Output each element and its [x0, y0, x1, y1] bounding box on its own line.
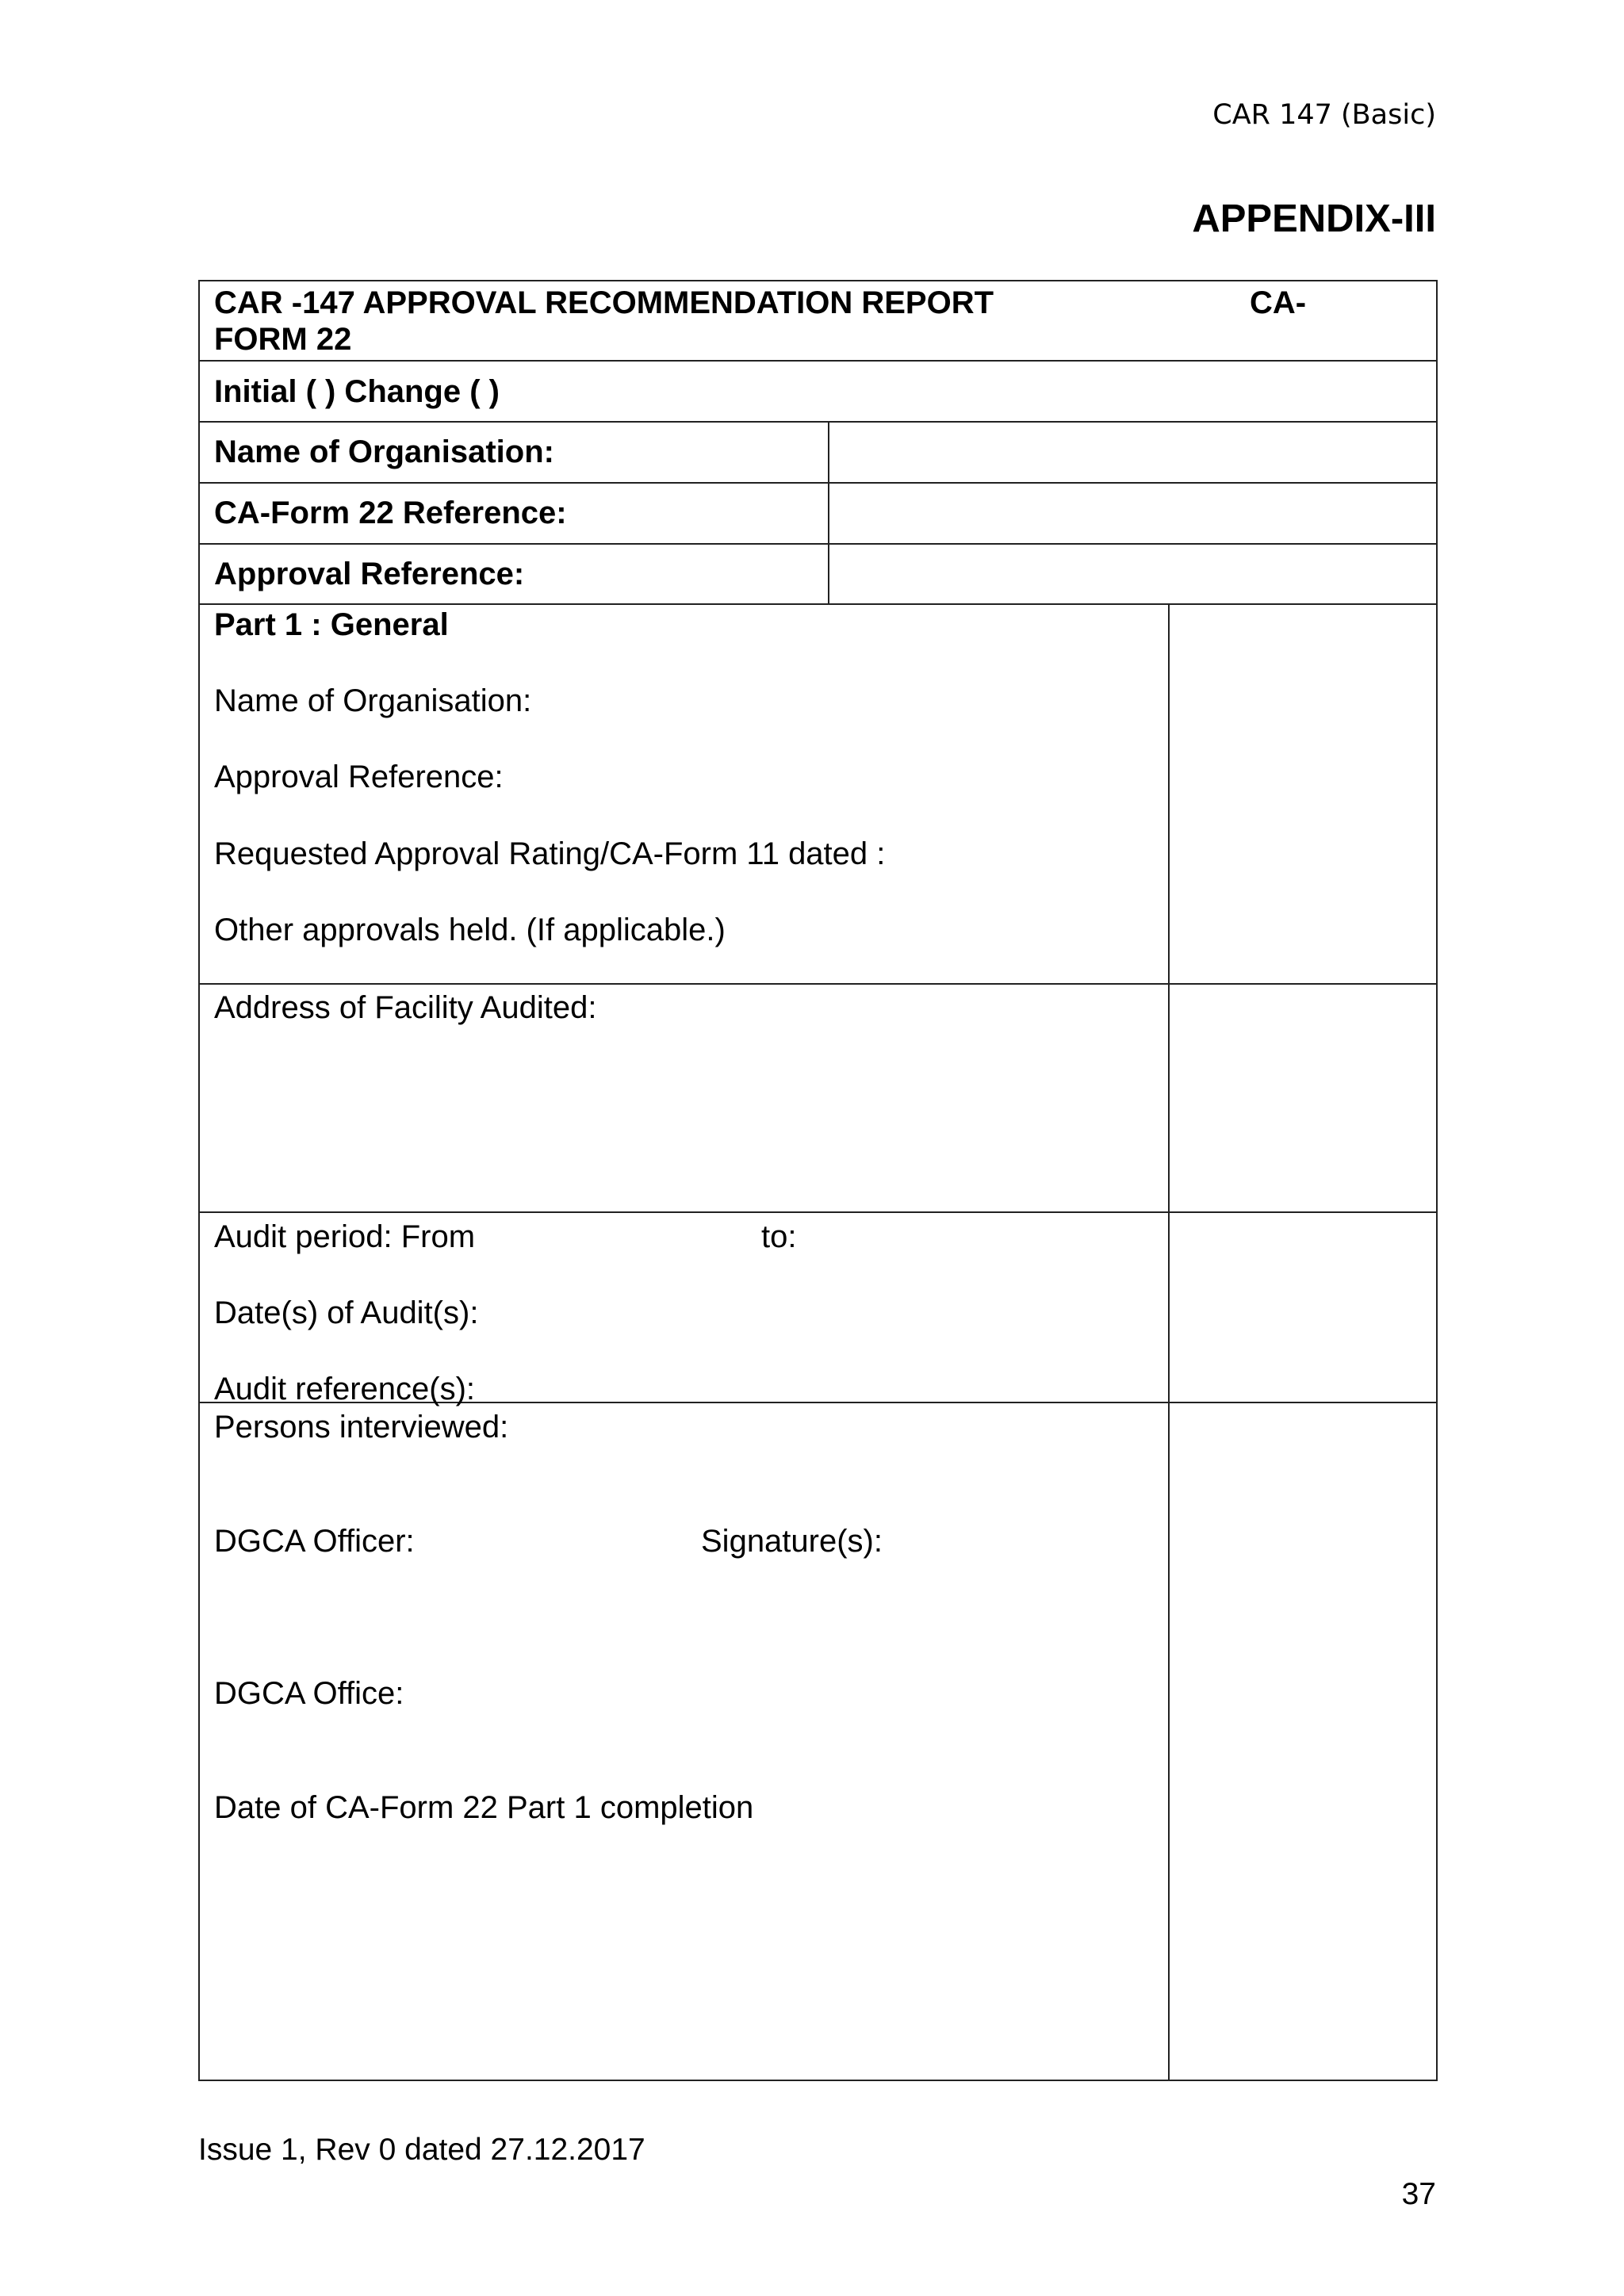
row-divider: [198, 482, 1438, 484]
table-border-bottom: [198, 2080, 1438, 2081]
dgca-office-label: DGCA Office:: [214, 1676, 404, 1711]
form-title-suffix: CA-: [1250, 285, 1307, 320]
part1-other-approvals: Other approvals held. (If applicable.): [214, 913, 726, 947]
form-title: CAR -147 APPROVAL RECOMMENDATION REPORT: [214, 285, 994, 320]
part1-completion-date-label: Date of CA-Form 22 Part 1 completion: [214, 1790, 754, 1825]
org-name-label: Name of Organisation:: [214, 434, 554, 469]
dgca-officer-label: DGCA Officer:: [214, 1524, 415, 1559]
row-divider: [198, 360, 1438, 362]
row-divider: [198, 983, 1438, 985]
row-divider: [198, 1211, 1438, 1213]
approval-reference-label: Approval Reference:: [214, 557, 525, 591]
column-divider: [1168, 603, 1170, 2080]
part1-requested-rating: Requested Approval Rating/CA-Form 11 dated :: [214, 836, 886, 871]
row-divider: [198, 543, 1438, 545]
audit-dates-label: Date(s) of Audit(s):: [214, 1295, 479, 1330]
row-divider: [198, 603, 1438, 605]
issue-revision: Issue 1, Rev 0 dated 27.12.2017: [198, 2133, 645, 2167]
document-id: CAR 147 (Basic): [1212, 99, 1436, 131]
org-name-value[interactable]: [845, 433, 1416, 473]
table-border-top: [198, 280, 1438, 281]
initial-change-field[interactable]: Initial ( ) Change ( ): [214, 374, 500, 409]
facility-address-label: Address of Facility Audited:: [214, 990, 597, 1025]
audit-period-to-label: to:: [761, 1219, 797, 1254]
form-number: FORM 22: [214, 322, 352, 357]
form-reference-value[interactable]: [845, 494, 1416, 534]
part1-approval-reference: Approval Reference:: [214, 760, 504, 794]
page-number: 37: [1401, 2177, 1436, 2211]
signature-label: Signature(s):: [701, 1524, 883, 1559]
audit-reference-label: Audit reference(s):: [214, 1372, 476, 1406]
part1-heading: Part 1 : General: [214, 607, 449, 642]
persons-interviewed-label: Persons interviewed:: [214, 1410, 509, 1445]
table-border-left: [198, 280, 200, 2081]
table-border-right: [1436, 280, 1438, 2081]
approval-reference-value[interactable]: [845, 555, 1416, 595]
column-divider: [828, 421, 829, 604]
audit-period-from-label: Audit period: From: [214, 1219, 476, 1254]
form-reference-label: CA-Form 22 Reference:: [214, 496, 567, 530]
row-divider: [198, 421, 1438, 423]
appendix-title: APPENDIX-III: [1192, 197, 1436, 240]
part1-org-name: Name of Organisation:: [214, 683, 532, 718]
